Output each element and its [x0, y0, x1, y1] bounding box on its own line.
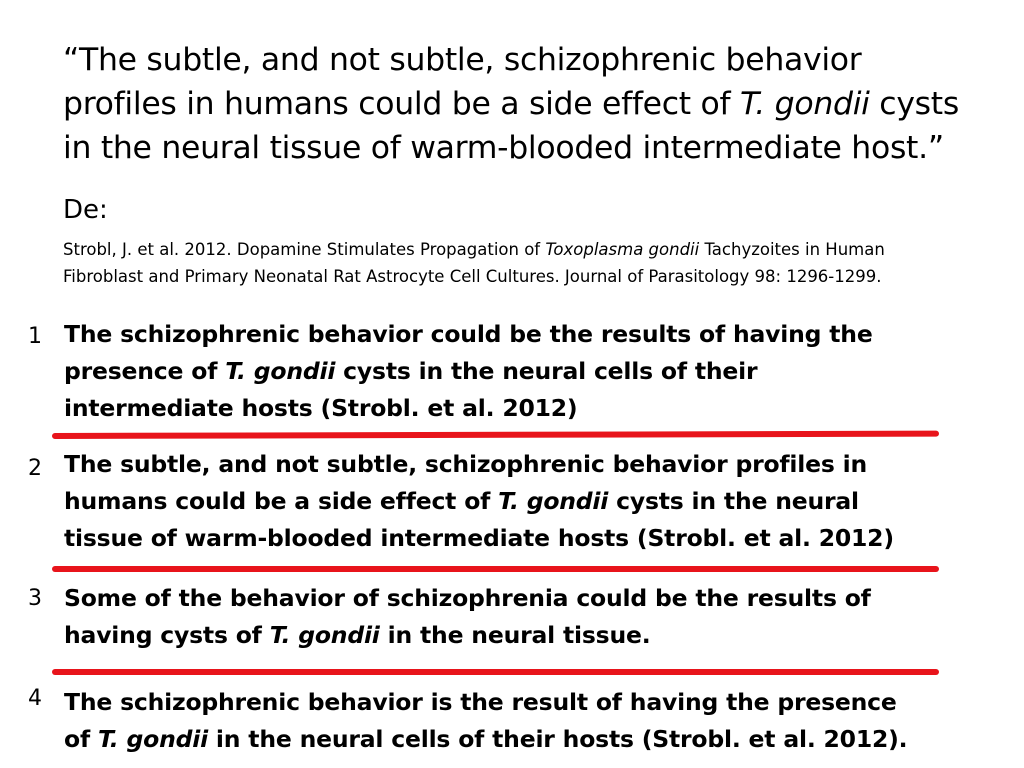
- citation-end: Tachyzoites in Human: [699, 240, 885, 259]
- quote-line-2-start: profiles in humans could be a side effect of: [63, 86, 741, 122]
- citation-species-italic: Toxoplasma gondii: [545, 240, 700, 259]
- option-1-line-3: intermediate hosts (Strobl. et al. 2012): [64, 394, 578, 422]
- option-2-number: 2: [28, 456, 42, 481]
- option-4-species-italic: T. gondii: [97, 725, 208, 753]
- option-1-line-2-start: presence of: [64, 357, 226, 385]
- option-3-text: [64, 580, 964, 654]
- option-1-text: [64, 316, 964, 427]
- option-3-number: 3: [28, 586, 42, 611]
- quote-species-italic: T. gondii: [740, 86, 870, 122]
- divider-rule-1: [52, 431, 939, 439]
- option-4-line-2-start: of: [64, 725, 98, 753]
- option-4-line-1: The schizophrenic behavior is the result of having the presence: [64, 688, 897, 716]
- divider-rule-2: [52, 566, 939, 572]
- option-2-text: [64, 446, 964, 557]
- option-4-line-2: [64, 721, 964, 758]
- option-3-species-italic: T. gondii: [269, 621, 380, 649]
- quote-line-2-end: cysts: [869, 86, 959, 122]
- citation-start: Strobl, J. et al. 2012. Dopamine Stimulates Propagation of: [63, 240, 546, 259]
- citation-line-2: Fibroblast and Primary Neonatal Rat Astrocyte Cell Cultures. Journal of Parasitology 98: 1296-1299.: [63, 267, 882, 286]
- option-2-line-2-end: cysts in the neural: [608, 487, 859, 515]
- option-3-line-1: Some of the behavior of schizophrenia could be the results of: [64, 584, 871, 612]
- option-3-line-2: [64, 617, 964, 654]
- option-1-line-1: The schizophrenic behavior could be the results of having the: [64, 320, 873, 348]
- source-label: De:: [63, 195, 108, 225]
- quote-block: [63, 38, 1003, 170]
- quote-line-2: [63, 82, 1003, 126]
- option-2-line-2: [64, 483, 964, 520]
- quote-line-1: “The subtle, and not subtle, schizophrenic behavior: [63, 42, 862, 78]
- divider-rule-3: [52, 669, 939, 675]
- quote-line-3: in the neural tissue of warm-blooded intermediate host.”: [63, 130, 944, 166]
- option-2-species-italic: T. gondii: [498, 487, 609, 515]
- option-4-line-2-end: in the neural cells of their hosts (Strobl. et al. 2012).: [207, 725, 908, 753]
- option-2-line-2-start: humans could be a side effect of: [64, 487, 499, 515]
- option-1-number: 1: [28, 324, 42, 349]
- option-1-line-2-end: cysts in the neural cells of their: [335, 357, 758, 385]
- citation: [63, 236, 1003, 290]
- option-1-line-2: [64, 353, 964, 390]
- option-4-text: [64, 684, 964, 758]
- option-2-line-1: The subtle, and not subtle, schizophrenic behavior profiles in: [64, 450, 868, 478]
- option-4-number: 4: [28, 686, 42, 711]
- option-3-line-2-start: having cysts of: [64, 621, 270, 649]
- citation-line-1: [63, 236, 1003, 263]
- option-3-line-2-end: in the neural tissue.: [379, 621, 651, 649]
- option-2-line-3: tissue of warm-blooded intermediate hosts (Strobl. et al. 2012): [64, 524, 894, 552]
- option-1-species-italic: T. gondii: [225, 357, 336, 385]
